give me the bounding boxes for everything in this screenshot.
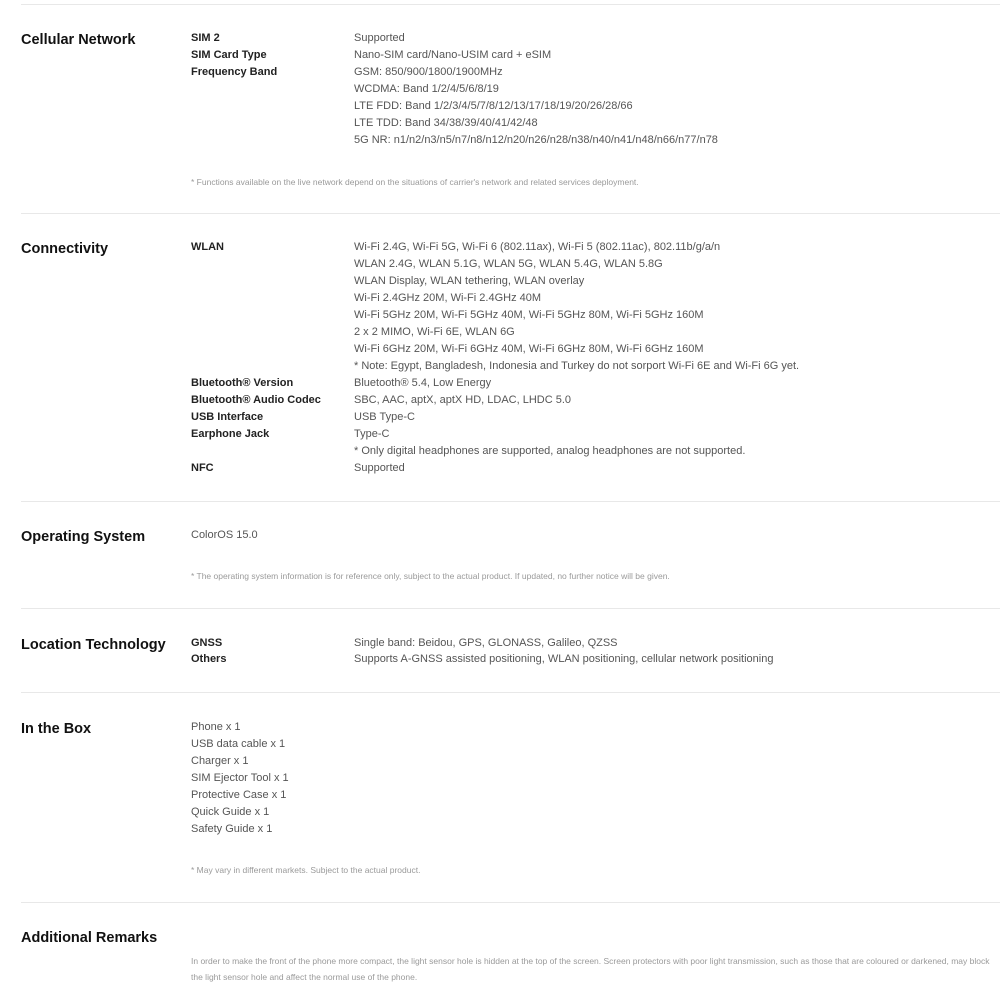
- section-title-location: Location Technology: [21, 637, 166, 653]
- spec-row-others: [191, 651, 773, 668]
- spec-row-usb: [191, 409, 415, 426]
- spec-label: Others: [191, 653, 227, 665]
- spec-value: Supported: [354, 462, 405, 474]
- spec-value: * Only digital headphones are supported, analog headphones are not supported.: [354, 445, 746, 457]
- spec-row-bluetooth: [191, 375, 491, 392]
- spec-value: Wi-Fi 6GHz 20M, Wi-Fi 6GHz 40M, Wi-Fi 6GHz 80M, Wi-Fi 6GHz 160M: [354, 343, 704, 355]
- section-title-connectivity: Connectivity: [21, 241, 109, 257]
- list-item: Phone x 1: [191, 721, 241, 733]
- divider: [21, 501, 1000, 502]
- spec-label: WLAN: [191, 241, 224, 253]
- spec-value: Supports A-GNSS assisted positioning, WLAN positioning, cellular network positioning: [354, 653, 774, 665]
- spec-label: Bluetooth® Audio Codec: [191, 394, 321, 406]
- footnote: * Functions available on the live network depend on the situations of carrier's network and related services deployment.: [191, 177, 639, 187]
- footnote: * May vary in different markets. Subject to the actual product.: [191, 865, 421, 875]
- section-title-cellular: Cellular Network: [21, 32, 136, 48]
- spec-value: 2 x 2 MIMO, Wi-Fi 6E, WLAN 6G: [354, 326, 515, 338]
- spec-row-earphone: [191, 426, 389, 443]
- spec-value: Wi-Fi 2.4GHz 20M, Wi-Fi 2.4GHz 40M: [354, 292, 542, 304]
- remarks-text: In order to make the front of the phone more compact, the light sensor hole is hidden at the top of the screen. Screen protectors with poor light transmission, such as those that are coloured or darkened, may block the light sensor hole and affect the normal use of the phone.: [191, 956, 990, 982]
- section-title-remarks: Additional Remarks: [21, 930, 158, 946]
- spec-value: LTE FDD: Band 1/2/3/4/5/7/8/12/13/17/18/19/20/26/28/66: [354, 100, 633, 112]
- list-item: USB data cable x 1: [191, 738, 286, 750]
- spec-label: GNSS: [191, 637, 223, 649]
- spec-label: SIM 2: [191, 32, 220, 44]
- spec-row-frequency: [191, 64, 503, 81]
- spec-value: WCDMA: Band 1/2/4/5/6/8/19: [354, 83, 499, 95]
- list-item: Protective Case x 1: [191, 789, 287, 801]
- spec-value: ColorOS 15.0: [191, 529, 258, 541]
- list-item: Safety Guide x 1: [191, 823, 273, 835]
- footnote: * The operating system information is for reference only, subject to the actual product. If updated, no further notice will be given.: [191, 571, 670, 581]
- spec-label: SIM Card Type: [191, 49, 267, 61]
- spec-value: 5G NR: n1/n2/n3/n5/n7/n8/n12/n20/n26/n28/n38/n40/n41/n48/n66/n77/n78: [354, 134, 718, 146]
- spec-value: Wi-Fi 5GHz 20M, Wi-Fi 5GHz 40M, Wi-Fi 5GHz 80M, Wi-Fi 5GHz 160M: [354, 309, 704, 321]
- spec-value: WLAN 2.4G, WLAN 5.1G, WLAN 5G, WLAN 5.4G, WLAN 5.8G: [354, 258, 663, 270]
- spec-label: USB Interface: [191, 411, 264, 423]
- spec-row-audio-codec: [191, 392, 571, 409]
- spec-value: LTE TDD: Band 34/38/39/40/41/42/48: [354, 117, 538, 129]
- list-item: Quick Guide x 1: [191, 806, 270, 818]
- section-title-box: In the Box: [21, 721, 92, 737]
- spec-row-wlan: [191, 239, 720, 256]
- divider: [21, 692, 1000, 693]
- spec-value: WLAN Display, WLAN tethering, WLAN overlay: [354, 275, 585, 287]
- spec-value: GSM: 850/900/1800/1900MHz: [354, 66, 503, 78]
- spec-value: Nano-SIM card/Nano-USIM card + eSIM: [354, 49, 552, 61]
- spec-row-sim2: [191, 30, 405, 47]
- spec-row-nfc: [191, 460, 405, 477]
- spec-value: Single band: Beidou, GPS, GLONASS, Galileo, QZSS: [354, 637, 618, 649]
- list-item: SIM Ejector Tool x 1: [191, 772, 289, 784]
- divider: [21, 608, 1000, 609]
- section-title-os: Operating System: [21, 529, 146, 545]
- spec-label: Earphone Jack: [191, 428, 270, 440]
- divider-top: [21, 4, 1000, 5]
- spec-label: NFC: [191, 462, 214, 474]
- spec-value: Type-C: [354, 428, 390, 440]
- list-item: Charger x 1: [191, 755, 249, 767]
- divider: [21, 902, 1000, 903]
- spec-label: Bluetooth® Version: [191, 377, 294, 389]
- spec-value: * Note: Egypt, Bangladesh, Indonesia and Turkey do not sorport Wi-Fi 6E and Wi-Fi 6G yet.: [354, 360, 800, 372]
- spec-value: Supported: [354, 32, 405, 44]
- spec-value: Wi-Fi 2.4G, Wi-Fi 5G, Wi-Fi 6 (802.11ax), Wi-Fi 5 (802.11ac), 802.11b/g/a/n: [354, 241, 721, 253]
- divider: [21, 213, 1000, 214]
- spec-row-gnss: [191, 635, 618, 652]
- spec-row-sim-type: [191, 47, 551, 64]
- spec-value: SBC, AAC, aptX, aptX HD, LDAC, LHDC 5.0: [354, 394, 572, 406]
- spec-label: Frequency Band: [191, 66, 278, 78]
- spec-value: USB Type-C: [354, 411, 415, 423]
- spec-value: Bluetooth® 5.4, Low Energy: [354, 377, 492, 389]
